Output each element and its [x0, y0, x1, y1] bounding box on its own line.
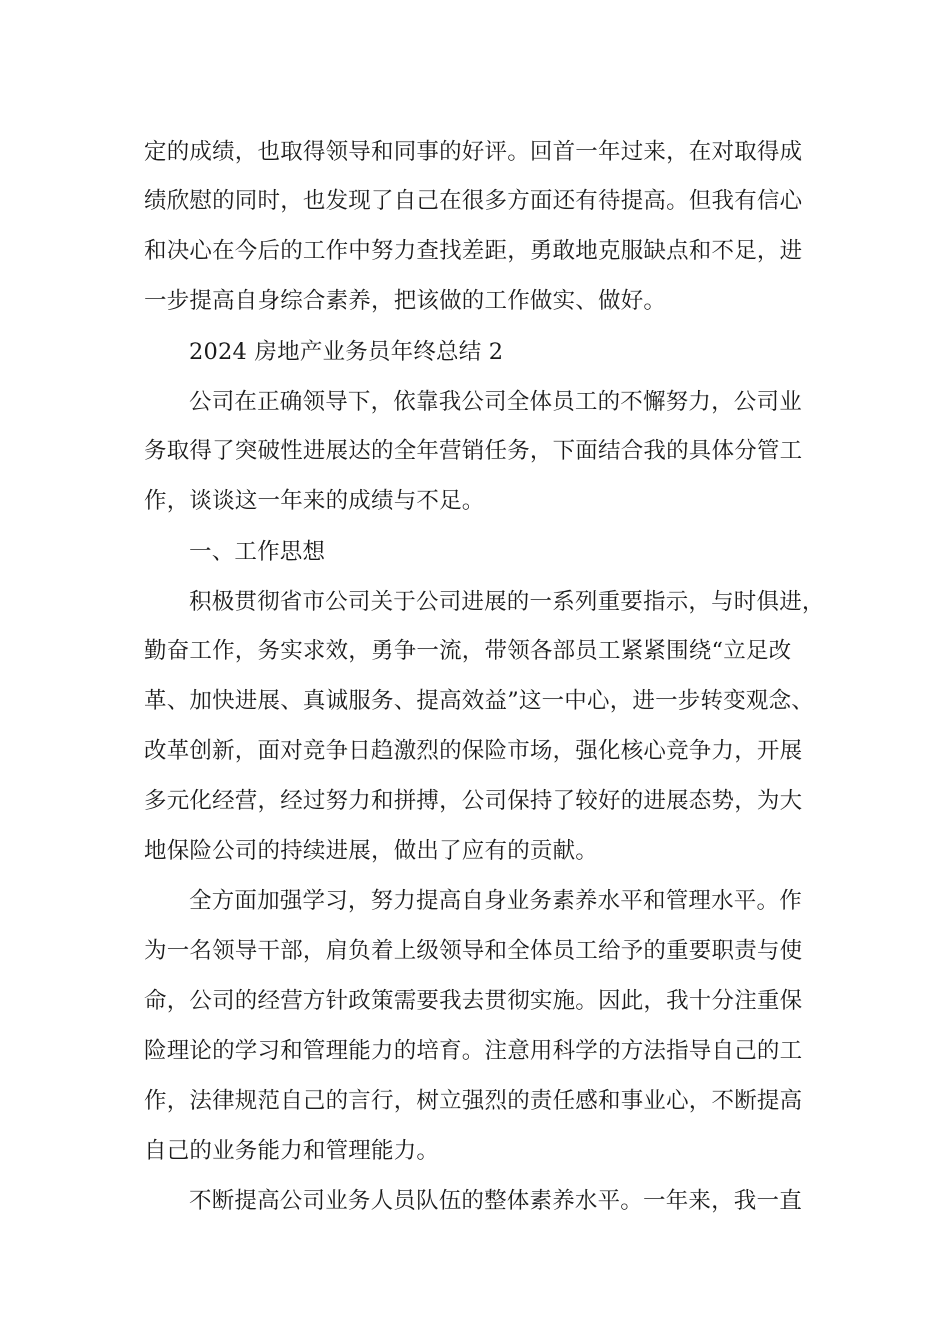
text-line: 多元化经营，经过努力和拼搏，公司保持了较好的进展态势，为大: [144, 788, 803, 814]
paragraph-first-line: 积极贯彻省市公司关于公司进展的一系列重要指示，与时俱进，: [189, 589, 825, 615]
text-line: 险理论的学习和管理能力的培育。注意用科学的方法指导自己的工: [144, 1038, 803, 1064]
text-line: 作，法律规范自己的言行，树立强烈的责任感和事业心，不断提高: [144, 1088, 803, 1114]
section-heading: 一、工作思想: [189, 539, 326, 565]
text-line: 自己的业务能力和管理能力。: [144, 1138, 440, 1164]
text-line: 绩欣慰的同时，也发现了自己在很多方面还有待提高。但我有信心: [144, 188, 803, 214]
text-line: 和决心在今后的工作中努力查找差距，勇敢地克服缺点和不足，进: [144, 238, 803, 264]
text-line: 作，谈谈这一年来的成绩与不足。: [144, 488, 485, 514]
paragraph-first-line: 全方面加强学习，努力提高自身业务素养水平和管理水平。作: [189, 888, 802, 914]
text-line: 勤奋工作，务实求效，勇争一流，带领各部员工紧紧围绕“立足改: [144, 638, 792, 664]
text-line: 命，公司的经营方针政策需要我去贯彻实施。因此，我十分注重保: [144, 988, 803, 1014]
text-line: 改革创新，面对竞争日趋激烈的保险市场，强化核心竞争力，开展: [144, 738, 803, 764]
text-line: 务取得了突破性进展达的全年营销任务，下面结合我的具体分管工: [144, 438, 803, 464]
paragraph-first-line: 公司在正确领导下，依靠我公司全体员工的不懈努力，公司业: [189, 389, 802, 415]
paragraph-first-line: 不断提高公司业务人员队伍的整体素养水平。一年来，我一直: [189, 1188, 802, 1214]
text-line: 一步提高自身综合素养，把该做的工作做实、做好。: [144, 288, 667, 314]
section-heading: 2024 房地产业务员年终总结 2: [189, 339, 504, 365]
text-line: 定的成绩，也取得领导和同事的好评。回首一年过来，在对取得成: [144, 139, 803, 165]
text-line: 地保险公司的持续进展，做出了应有的贡献。: [144, 838, 599, 864]
text-line: 革、加快进展、真诚服务、提高效益”这一中心，进一步转变观念、: [144, 688, 815, 714]
text-line: 为一名领导干部，肩负着上级领导和全体员工给予的重要职责与使: [144, 938, 803, 964]
